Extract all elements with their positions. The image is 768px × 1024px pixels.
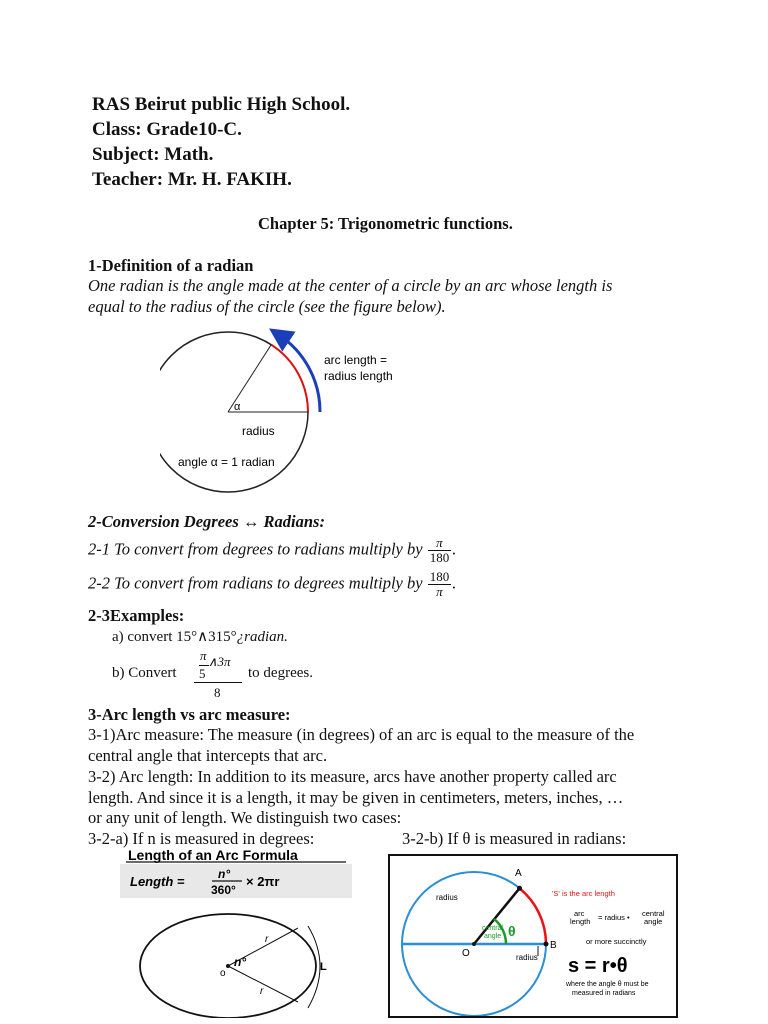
180-over-pi	[428, 570, 452, 599]
label-O: O	[462, 948, 470, 959]
r-bottom: r	[260, 986, 264, 997]
central-label: central	[482, 925, 504, 932]
L-label: L	[320, 961, 327, 973]
class-line: Class: Grade10-C.	[92, 119, 242, 140]
radius-label-bottom: radius	[516, 953, 538, 962]
central-word: central	[642, 909, 665, 918]
arc-arrow-L	[308, 926, 320, 1008]
section1-title: 1-Definition of a radian	[88, 256, 254, 275]
frac-den: π	[436, 584, 443, 599]
case-b-label: 3-2-b) If θ is measured in radians:	[402, 829, 627, 848]
angle-label-green: angle	[484, 933, 502, 940]
label-A: A	[515, 868, 522, 879]
s-note: 'S' is the arc length	[552, 889, 615, 898]
conversion-text2: 2-2 To convert from radians to degrees multiply by	[88, 573, 423, 593]
school-name: RAS Beirut public High School.	[92, 94, 351, 115]
d360: 360°	[211, 883, 236, 897]
example-b-mid: ∧3π	[208, 654, 231, 669]
section1-line2: equal to the radius of the circle (see the figure below).	[88, 297, 446, 316]
chapter-title: Chapter 5: Trigonometric functions.	[258, 214, 513, 233]
frac-num: 180	[429, 569, 450, 584]
frac-den: 180	[429, 550, 450, 565]
radian-arc	[271, 345, 308, 412]
section3-line3: 3-2) Arc length: In addition to its measure, arcs have another property called arc	[88, 767, 617, 786]
example-b	[112, 650, 372, 702]
alpha-label: α	[234, 401, 241, 413]
example-b-5: 5	[199, 665, 209, 682]
point-b	[544, 942, 549, 947]
example-b-bar	[194, 682, 242, 683]
section2-title: 2-Conversion Degrees ↔ Radians:	[88, 512, 325, 531]
arc-radian-figure	[390, 856, 676, 1016]
arc-formula-title: Length of an Arc Formula	[128, 848, 298, 863]
theta-label: θ	[508, 923, 516, 939]
example-b-suffix: to degrees.	[248, 665, 313, 681]
s-r-theta-formula: s = r•θ	[568, 955, 628, 977]
arc-word: arc	[574, 909, 585, 918]
radian-figure	[160, 322, 420, 502]
example-b-8: 8	[214, 685, 221, 700]
length-text: Length =	[130, 874, 185, 889]
center-dot	[226, 964, 230, 968]
note-line1: where the angle θ must be	[566, 981, 649, 988]
section1-line1: One radian is the angle made at the center of a circle by an arc whose length is	[88, 276, 613, 295]
n-degree: n°	[218, 867, 231, 881]
angle-word: angle	[644, 917, 663, 926]
example-b-pi: π	[200, 648, 207, 663]
dot: .	[452, 573, 457, 593]
angle-label: angle α = 1 radian	[178, 455, 275, 469]
arc-degree-figure	[120, 848, 352, 1018]
radius-label: radius	[242, 424, 275, 438]
subject-line: Subject: Math.	[92, 144, 214, 165]
r-top: r	[265, 934, 269, 945]
conversion-line1	[88, 536, 456, 565]
arc-arrow	[279, 335, 320, 412]
conversion-line2	[88, 570, 456, 599]
pi-over-180	[428, 536, 452, 565]
section3-title: 3-Arc length vs arc measure:	[88, 705, 291, 724]
case-a-label: 3-2-a) If n is measured in degrees:	[88, 829, 315, 848]
arc-radian-figure-frame	[388, 854, 678, 1018]
center-o	[472, 942, 476, 946]
arc-s	[520, 888, 547, 944]
teacher-line: Teacher: Mr. H. FAKIH.	[92, 169, 292, 190]
example-a-suffix: ¿radian.	[236, 629, 288, 645]
label-B: B	[550, 940, 557, 951]
length-word: length	[570, 917, 591, 926]
times-2pir: × 2πr	[246, 874, 280, 889]
arc-length-label: arc length =	[324, 353, 388, 367]
succinct-label: or more succinctly	[586, 937, 647, 946]
section3-line1: 3-1)Arc measure: The measure (in degrees) of an arc is equal to the measure of the	[88, 725, 635, 744]
radius-label-top: radius	[436, 893, 458, 902]
conversion-text1: 2-1 To convert from degrees to radians multiply by	[88, 539, 423, 559]
section3-line2: central angle that intercepts that arc.	[88, 746, 328, 765]
examples-title: 2-3Examples:	[88, 606, 185, 625]
note-line2: measured in radians	[572, 990, 636, 997]
point-a	[517, 886, 522, 891]
n-center: n°	[234, 955, 247, 969]
dot: .	[452, 539, 457, 559]
example-a	[112, 627, 288, 646]
example-a-text: a) convert 15°∧315°	[112, 629, 237, 645]
equals-radius: = radius •	[598, 913, 630, 922]
radius-length-label: radius length	[324, 369, 393, 383]
section3-line5: or any unit of length. We distinguish two cases:	[88, 808, 402, 827]
section3-line4: length. And since it is a length, it may be given in centimeters, meters, inches, …	[88, 788, 624, 807]
o-label: o	[220, 968, 226, 979]
frac-num: π	[428, 536, 452, 551]
example-b-text: b) Convert	[112, 665, 177, 681]
